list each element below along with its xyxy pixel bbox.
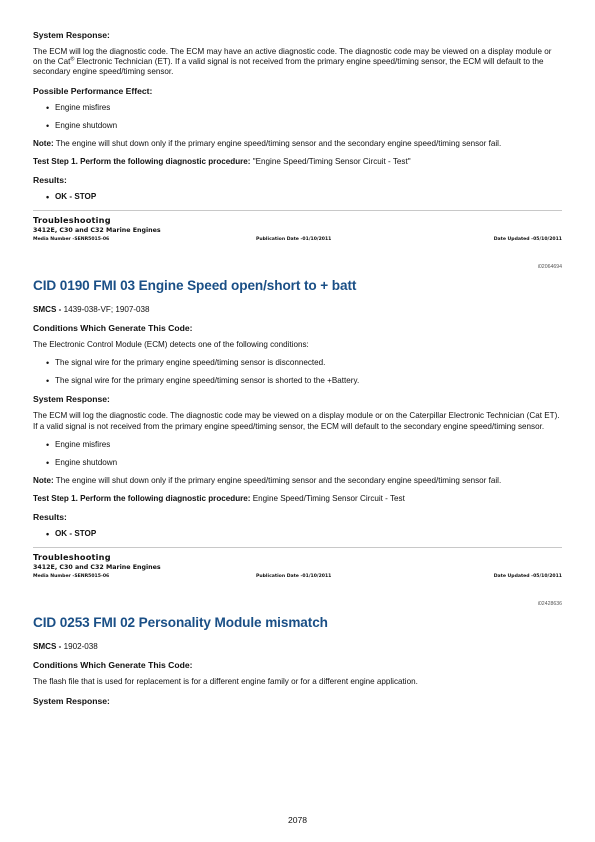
- list-item: • Engine misfires: [33, 440, 562, 450]
- footer-meta: [33, 235, 562, 244]
- footer-meta: [33, 572, 562, 581]
- conditions-text: The Electronic Control Module (ECM) detects one of the following conditions:: [33, 340, 309, 350]
- results-list: [33, 192, 562, 202]
- footer-subtitle: 3412E, C30 and C32 Marine Engines: [33, 227, 161, 235]
- document-id: i02428636: [537, 601, 562, 608]
- system-response-text: The ECM will log the diagnostic code. The diagnostic code may be viewed on a display module or on the Caterpillar Electronic Technician (Cat ET). If a valid signal is not received from the primary engine speed/timing sensor, the ECM will default to the secondary engine speed/timing sensor.: [33, 411, 560, 431]
- list-item: • Engine shutdown: [33, 458, 562, 468]
- publication-date: Publication Date -01/10/2011: [256, 237, 332, 243]
- effects-list: [33, 440, 562, 468]
- smcs-paragraph: SMCS - 1902-038: [33, 642, 98, 652]
- system-response-heading: System Response:: [33, 30, 110, 40]
- list-item: • OK - STOP: [33, 529, 562, 539]
- conditions-heading: Conditions Which Generate This Code:: [33, 660, 193, 671]
- test-step-paragraph: Test Step 1. Perform the following diagnostic procedure: Engine Speed/Timing Sensor Circuit - Test: [33, 494, 405, 504]
- test-step-paragraph: Test Step 1. Perform the following diagnostic procedure: "Engine Speed/Timing Sensor Circuit - Test": [33, 156, 411, 166]
- system-response-heading: System Response:: [33, 695, 110, 706]
- document-footer: [33, 210, 562, 244]
- list-item: • The signal wire for the primary engine speed/timing sensor is shorted to the +Battery.: [33, 376, 562, 386]
- list-item: • OK - STOP: [33, 192, 562, 202]
- effects-list: [33, 103, 562, 131]
- footer-title: Troubleshooting: [33, 215, 111, 226]
- note-paragraph: Note: The engine will shut down only if the primary engine speed/timing sensor and the secondary engine speed/timing sensor fail.: [33, 475, 502, 485]
- page-number: 2078: [287, 815, 308, 825]
- document-page: [33, 30, 562, 713]
- system-response-text: The ECM will log the diagnostic code. The ECM may have an active diagnostic code. The diagnostic code may be viewed on a display module or on the Cat® Electronic Technician (ET). If a valid signal is not received from the primary engine speed/timing sensor, the ECM will default to the secondary engine speed/timing sensor.: [33, 47, 552, 77]
- performance-effect-heading: Possible Performance Effect:: [33, 85, 153, 96]
- publication-date: Publication Date -01/10/2011: [256, 574, 332, 580]
- note-paragraph: Note: The engine will shut down only if the primary engine speed/timing sensor and the secondary engine speed/timing sensor fail.: [33, 138, 502, 148]
- results-heading: Results:: [33, 512, 67, 523]
- date-updated: Date Updated -05/10/2011: [493, 237, 562, 243]
- conditions-heading: Conditions Which Generate This Code:: [33, 323, 193, 334]
- media-number: Media Number -SENR5015-06: [33, 237, 110, 243]
- footer-title: Troubleshooting: [33, 552, 111, 563]
- media-number: Media Number -SENR5015-06: [33, 574, 110, 580]
- results-list: [33, 529, 562, 539]
- document-id: i02064694: [537, 264, 562, 271]
- results-heading: Results:: [33, 175, 67, 186]
- smcs-paragraph: SMCS - 1439-038-VF; 1907-038: [33, 305, 150, 315]
- footer-subtitle: 3412E, C30 and C32 Marine Engines: [33, 564, 161, 572]
- list-item: • Engine misfires: [33, 103, 562, 113]
- document-footer: [33, 547, 562, 581]
- conditions-list: [33, 358, 562, 386]
- section-title: CID 0190 FMI 03 Engine Speed open/short to + batt: [33, 278, 357, 294]
- section-title: CID 0253 FMI 02 Personality Module mismatch: [33, 615, 328, 631]
- list-item: • Engine shutdown: [33, 121, 562, 131]
- list-item: • The signal wire for the primary engine speed/timing sensor is disconnected.: [33, 358, 562, 368]
- date-updated: Date Updated -05/10/2011: [493, 574, 562, 580]
- system-response-heading: System Response:: [33, 394, 110, 405]
- conditions-text: The flash file that is used for replacement is for a different engine family or for a different engine application.: [33, 677, 418, 687]
